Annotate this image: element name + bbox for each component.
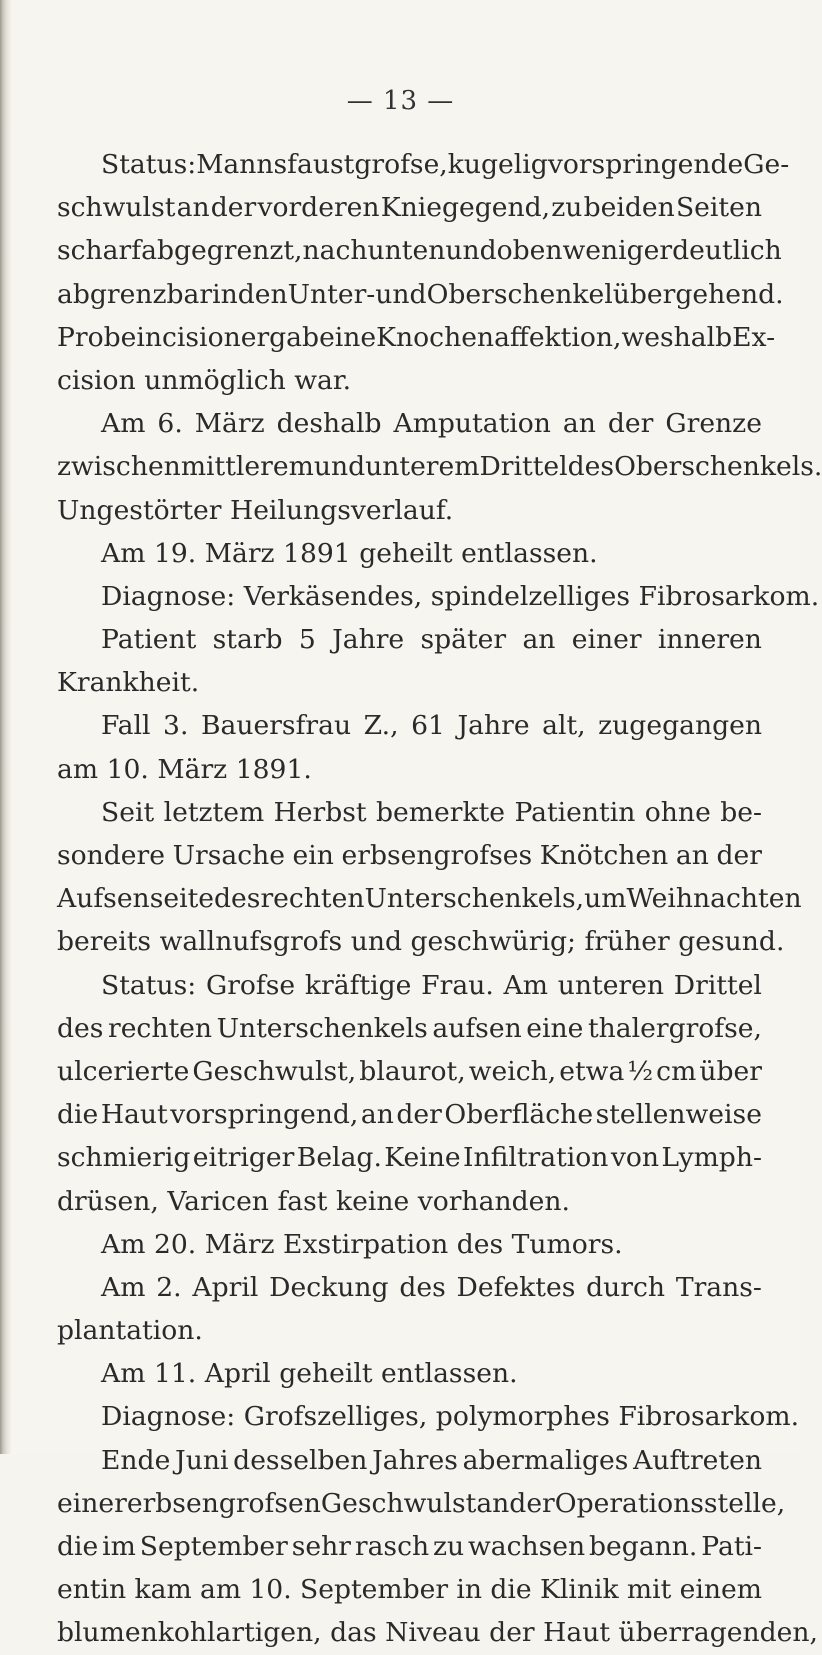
text-line: schmierig eitriger Belag. Keine Infiltration von Lymph-: [57, 1142, 762, 1174]
text-line: scharf abgegrenzt, nach unten und oben weniger deutlich: [57, 235, 782, 267]
paragraph: [57, 1395, 800, 1438]
text-line: Status: Grofse kräftige Frau. Am unteren Drittel: [101, 969, 762, 1001]
paragraph: [57, 964, 762, 1223]
text-line: plantation.: [57, 1315, 203, 1347]
text-line: Diagnose: Verkäsendes, spindelzelliges Fibrosarkom.: [101, 580, 820, 612]
text-line: zwischen mittlerem und unterem Drittel des Oberschenkels.: [57, 451, 822, 483]
paragraph: [57, 532, 762, 575]
text-line: Am 20. März Exstirpation des Tumors.: [101, 1228, 623, 1260]
text-line: drüsen, Varicen fast keine vorhanden.: [57, 1185, 570, 1217]
text-line: abgrenzbar in den Unter- und Oberschenkel übergehend.: [57, 278, 784, 310]
text-line: Am 2. April Deckung des Defektes durch Trans-: [101, 1271, 762, 1303]
text-line: cision unmöglich war.: [57, 364, 352, 396]
text-line: am 10. März 1891.: [57, 753, 312, 785]
text-line: Fall 3. Bauersfrau Z., 61 Jahre alt, zugegangen: [101, 710, 762, 742]
page-number: — 13 —: [346, 86, 455, 116]
text-line: Krankheit.: [57, 667, 200, 699]
paragraph: [57, 618, 762, 704]
text-line: Seit letztem Herbst bemerkte Patientin ohne be-: [101, 796, 762, 828]
text-line: Aufsenseite des rechten Unterschenkels, um Weihnachten: [57, 883, 802, 915]
text-line: Patient starb 5 Jahre später an einer inneren: [101, 624, 762, 656]
paragraph: [57, 575, 820, 618]
paragraph: [57, 791, 802, 964]
paragraph: [57, 1266, 762, 1352]
text-line: Probeincision ergab eine Knochenaffektion, weshalb Ex-: [57, 321, 776, 353]
text-line: Am 6. März deshalb Amputation an der Grenze: [101, 408, 762, 440]
text-line: Ungestörter Heilungsverlauf.: [57, 494, 454, 526]
text-line: Status: Mannsfaustgrofse, kugelig vorspringende Ge-: [101, 149, 790, 180]
text-line: Am 19. März 1891 geheilt entlassen.: [101, 537, 598, 569]
page-binding-edge: [0, 0, 12, 1454]
paragraph: [57, 143, 790, 402]
text-line: die im September sehr rasch zu wachsen begann. Pati-: [57, 1531, 762, 1562]
text-line: entin kam am 10. September in die Klinik mit einem: [57, 1574, 762, 1606]
paragraph: [57, 1223, 762, 1266]
text-line: sondere Ursache ein erbsengrofses Knötchen an der: [57, 840, 762, 871]
text-line: die Haut vorspringend, an der Oberfläche stellenweise: [57, 1099, 762, 1131]
paragraph: [57, 1352, 762, 1395]
text-line: Ende Juni desselben Jahres abermaliges Auftreten: [101, 1444, 762, 1476]
text-line: ulcerierte Geschwulst, blaurot, weich, etwa ½ cm über: [57, 1055, 762, 1087]
text-line: einer erbsengrofsen Geschwulst an der Operationsstelle,: [57, 1487, 786, 1519]
text-line: schwulst an der vorderen Kniegegend, zu beiden Seiten: [57, 192, 762, 224]
text-line: bereits wallnufsgrofs und geschwürig; früher gesund.: [57, 926, 785, 958]
paragraph: [57, 402, 822, 532]
text-line: blumenkohlartigen, das Niveau der Haut überragenden,: [57, 1617, 818, 1649]
paragraph: [57, 704, 762, 790]
text-line: des rechten Unterschenkels aufsen eine thalergrofse,: [57, 1012, 762, 1044]
paragraph: [57, 1439, 818, 1655]
text-line: Am 11. April geheilt entlassen.: [101, 1358, 518, 1390]
body-text: [57, 143, 822, 1655]
text-line: Diagnose: Grofszelliges, polymorphes Fibrosarkom.: [101, 1401, 800, 1433]
